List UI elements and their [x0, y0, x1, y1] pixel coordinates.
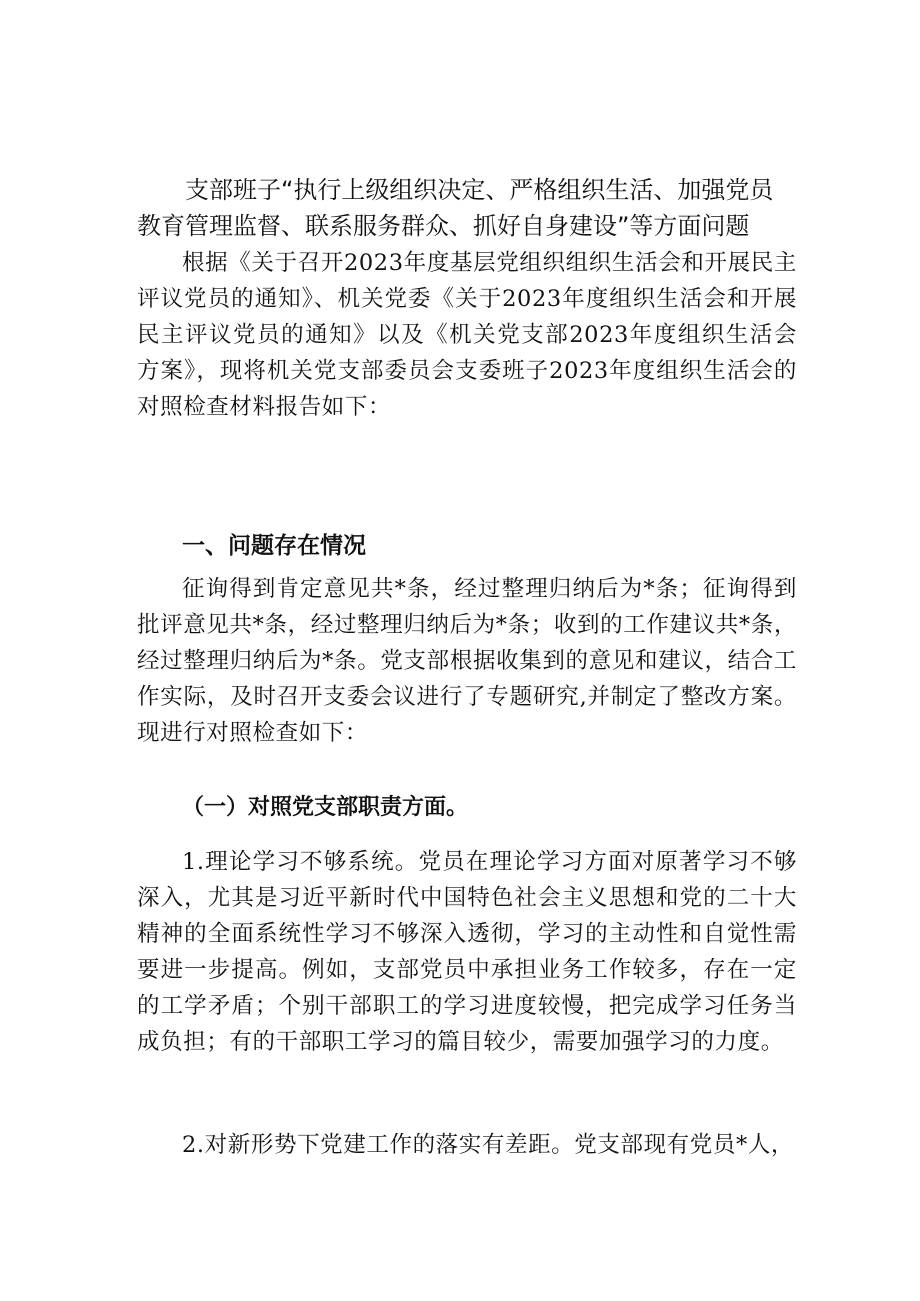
document-title-text: 支部班子“执行上级组织决定、严格组织生活、加强党员教育管理监督、联系服务群众、抓好自身建设”等方面问题	[137, 176, 774, 240]
problems-paragraph: 征询得到肯定意见共*条，经过整理归纳后为*条；征询得到批评意见共*条，经过整理归纳后为*条；收到的工作建议共*条，经过整理归纳后为*条。党支部根据收集到的意见和建议，结合工作实际，及时召开支委会议进行了专题研究,并制定了整改方案。现进行对照检查如下：	[137, 576, 797, 746]
item-1-paragraph: 1.理论学习不够系统。党员在理论学习方面对原著学习不够深入，尤其是习近平新时代中国特色社会主义思想和党的二十大精神的全面系统性学习不够深入透彻，学习的主动性和自觉性需要进一步提高。例如，支部党员中承担业务工作较多，存在一定的工学矛盾；个别干部职工的学习进度较慢，把完成学习任务当成负担；有的干部职工学习的篇目较少，需要加强学习的力度。	[137, 849, 797, 1055]
subsection-heading-branch-duties: （一）对照党支部职责方面。	[182, 794, 469, 820]
item-2-paragraph: 2.对新形势下党建工作的落实有差距。党支部现有党员*人，	[182, 1132, 795, 1158]
document-title	[137, 172, 797, 244]
intro-paragraph: 根据《关于召开2023年度基层党组织组织生活会和开展民主评议党员的通知》、机关党委《关于2023年度组织生活会和开展民主评议党员的通知》以及《机关党支部2023年度组织生活会方案》，现将机关党支部委员会支委班子2023年度组织生活会的对照检查材料报告如下：	[137, 250, 797, 420]
section-heading-problems: 一、问题存在情况	[182, 533, 366, 559]
